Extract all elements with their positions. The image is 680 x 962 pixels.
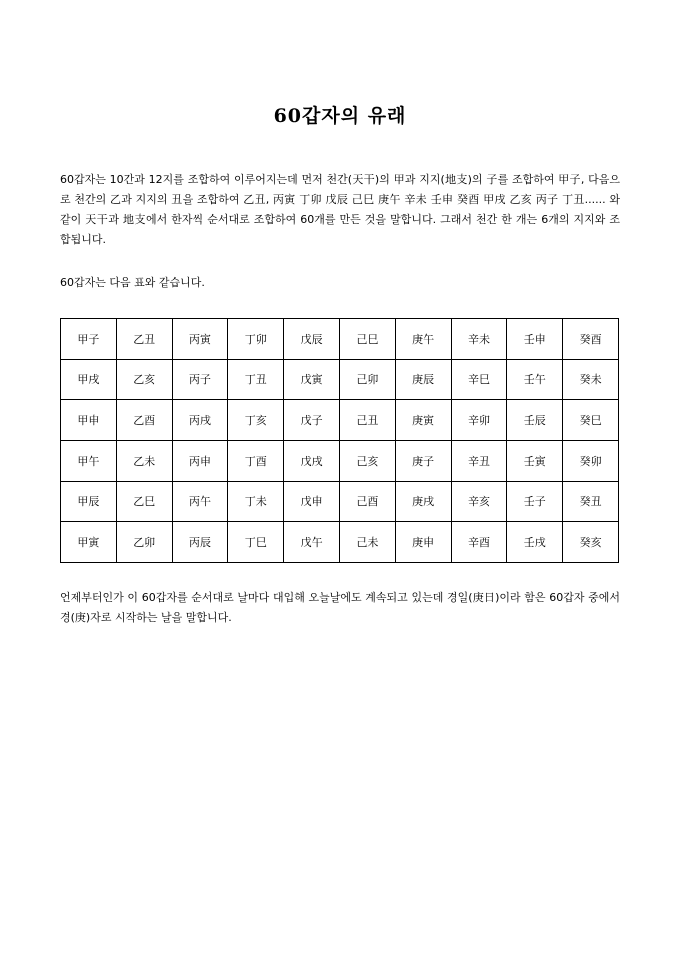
table-cell: 己巳 bbox=[339, 319, 395, 360]
table-cell: 庚子 bbox=[395, 440, 451, 481]
table-cell: 壬辰 bbox=[507, 400, 563, 441]
table-cell: 丁亥 bbox=[228, 400, 284, 441]
table-cell: 丙辰 bbox=[172, 522, 228, 563]
table-cell: 己卯 bbox=[339, 359, 395, 400]
table-cell: 辛丑 bbox=[451, 440, 507, 481]
table-cell: 壬子 bbox=[507, 481, 563, 522]
table-cell: 戊戌 bbox=[284, 440, 340, 481]
table-cell: 己未 bbox=[339, 522, 395, 563]
table-cell: 壬戌 bbox=[507, 522, 563, 563]
table-row bbox=[61, 400, 619, 441]
table-cell: 癸巳 bbox=[563, 400, 619, 441]
sexagenary-table-body bbox=[61, 319, 619, 563]
table-cell: 乙丑 bbox=[116, 319, 172, 360]
table-cell: 辛巳 bbox=[451, 359, 507, 400]
table-cell: 辛未 bbox=[451, 319, 507, 360]
outro-paragraph: 언제부터인가 이 60갑자를 순서대로 날마다 대입해 오늘날에도 계속되고 있는데 경일(庚日)이라 함은 60갑자 중에서 경(庚)자로 시작하는 날을 말합니다. bbox=[60, 591, 620, 624]
table-row bbox=[61, 440, 619, 481]
table-cell: 癸酉 bbox=[563, 319, 619, 360]
table-cell: 丁卯 bbox=[228, 319, 284, 360]
table-cell: 甲辰 bbox=[61, 481, 117, 522]
table-cell: 己酉 bbox=[339, 481, 395, 522]
table-cell: 庚辰 bbox=[395, 359, 451, 400]
table-cell: 庚申 bbox=[395, 522, 451, 563]
table-lead-paragraph: 60갑자는 다음 표와 같습니다. bbox=[60, 276, 205, 289]
table-cell: 戊子 bbox=[284, 400, 340, 441]
table-cell: 甲戌 bbox=[61, 359, 117, 400]
table-cell: 己丑 bbox=[339, 400, 395, 441]
table-cell: 乙未 bbox=[116, 440, 172, 481]
table-row bbox=[61, 359, 619, 400]
table-cell: 丁巳 bbox=[228, 522, 284, 563]
table-cell: 壬申 bbox=[507, 319, 563, 360]
table-cell: 癸亥 bbox=[563, 522, 619, 563]
table-cell: 乙亥 bbox=[116, 359, 172, 400]
table-cell: 戊午 bbox=[284, 522, 340, 563]
table-cell: 癸未 bbox=[563, 359, 619, 400]
table-cell: 庚午 bbox=[395, 319, 451, 360]
table-cell: 丙申 bbox=[172, 440, 228, 481]
table-row bbox=[61, 481, 619, 522]
table-cell: 癸卯 bbox=[563, 440, 619, 481]
table-cell: 丁丑 bbox=[228, 359, 284, 400]
table-cell: 辛亥 bbox=[451, 481, 507, 522]
table-cell: 甲午 bbox=[61, 440, 117, 481]
table-cell: 乙卯 bbox=[116, 522, 172, 563]
table-cell: 丙子 bbox=[172, 359, 228, 400]
table-cell: 丁未 bbox=[228, 481, 284, 522]
table-cell: 辛卯 bbox=[451, 400, 507, 441]
table-cell: 乙酉 bbox=[116, 400, 172, 441]
table-cell: 壬寅 bbox=[507, 440, 563, 481]
table-cell: 甲寅 bbox=[61, 522, 117, 563]
table-row bbox=[61, 319, 619, 360]
table-cell: 戊申 bbox=[284, 481, 340, 522]
table-cell: 乙巳 bbox=[116, 481, 172, 522]
table-cell: 庚寅 bbox=[395, 400, 451, 441]
table-cell: 甲申 bbox=[61, 400, 117, 441]
intro-paragraph: 60갑자는 10간과 12지를 조합하여 이루어지는데 먼저 천간(天干)의 甲과 지지(地支)의 子를 조합하여 甲子, 다음으로 천간의 乙과 지지의 丑을 조합하여 乙丑, 丙寅 丁卯 戊辰 己巳 庚午 辛未 壬申 癸酉 甲戌 乙亥 丙子 丁丑...... 와 같이 天干과 地支에서 한자씩 순서대로 조합하여 60개를 만든 것을 말합니다. 그래서 천간 한 개는 6개의 지지와 조합됩니다. bbox=[60, 173, 620, 246]
sexagenary-cycle-table bbox=[60, 318, 619, 563]
table-cell: 甲子 bbox=[61, 319, 117, 360]
table-cell: 癸丑 bbox=[563, 481, 619, 522]
table-cell: 丙戌 bbox=[172, 400, 228, 441]
table-cell: 己亥 bbox=[339, 440, 395, 481]
table-cell: 戊寅 bbox=[284, 359, 340, 400]
page-title: 60갑자의 유래 bbox=[273, 105, 407, 127]
table-cell: 壬午 bbox=[507, 359, 563, 400]
table-cell: 庚戌 bbox=[395, 481, 451, 522]
table-cell: 丁酉 bbox=[228, 440, 284, 481]
table-row bbox=[61, 522, 619, 563]
table-cell: 丙寅 bbox=[172, 319, 228, 360]
table-cell: 丙午 bbox=[172, 481, 228, 522]
table-cell: 戊辰 bbox=[284, 319, 340, 360]
table-cell: 辛酉 bbox=[451, 522, 507, 563]
